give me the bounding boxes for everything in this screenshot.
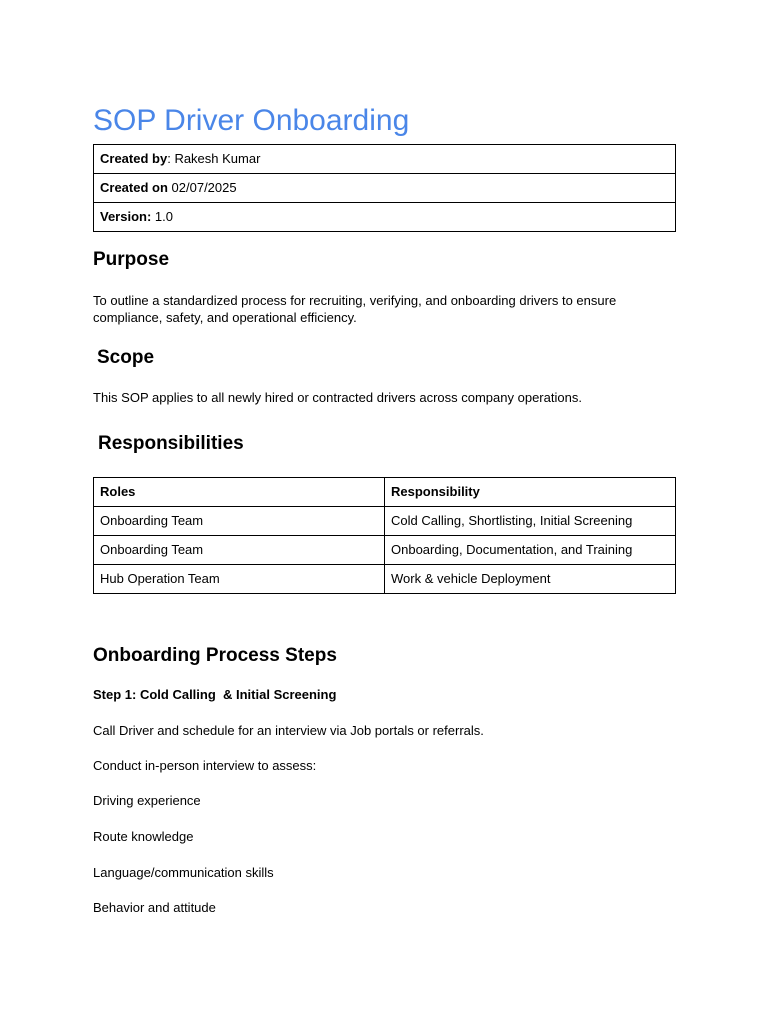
table-header-row xyxy=(94,478,676,507)
scope-text: This SOP applies to all newly hired or contracted drivers across company operations. xyxy=(93,390,582,405)
document-info-table xyxy=(93,144,676,232)
responsibility-cell: Onboarding, Documentation, and Training xyxy=(385,536,676,565)
table-row xyxy=(94,507,676,536)
responsibilities-table xyxy=(93,477,676,594)
responsibilities-heading: Responsibilities xyxy=(98,433,244,454)
process-line: Call Driver and schedule for an interview via Job portals or referrals. xyxy=(93,723,484,738)
process-line: Route knowledge xyxy=(93,829,194,844)
process-line: Conduct in-person interview to assess: xyxy=(93,758,317,773)
role-cell: Onboarding Team xyxy=(94,536,385,565)
scope-heading: Scope xyxy=(97,347,155,368)
created-by-value: Rakesh Kumar xyxy=(174,151,261,166)
created-by-separator: : xyxy=(167,151,175,166)
purpose-text: To outline a standardized process for recruiting, verifying, and onboarding drivers to ensure compliance, safety, and operational efficiency. xyxy=(93,293,617,325)
document-title: SOP Driver Onboarding xyxy=(93,104,410,137)
column-header-responsibility: Responsibility xyxy=(385,478,676,507)
version-value: 1.0 xyxy=(154,209,173,224)
role-cell: Onboarding Team xyxy=(94,507,385,536)
table-row xyxy=(94,536,676,565)
created-on-value: 02/07/2025 xyxy=(171,180,237,195)
purpose-heading: Purpose xyxy=(93,249,170,270)
table-row xyxy=(94,565,676,594)
process-line: Behavior and attitude xyxy=(93,900,216,915)
responsibility-cell: Cold Calling, Shortlisting, Initial Screening xyxy=(385,507,676,536)
version-label: Version: xyxy=(100,209,152,224)
process-heading: Onboarding Process Steps xyxy=(93,645,337,666)
responsibility-cell: Work & vehicle Deployment xyxy=(385,565,676,594)
process-line: Driving experience xyxy=(93,793,201,808)
process-line: Language/communication skills xyxy=(93,865,274,880)
info-row-created-by xyxy=(94,145,676,174)
created-by-label: Created by xyxy=(100,151,168,166)
created-on-label: Created on xyxy=(100,180,168,195)
column-header-roles: Roles xyxy=(94,478,385,507)
role-cell: Hub Operation Team xyxy=(94,565,385,594)
info-row-version xyxy=(94,203,676,232)
step-1-heading: Step 1: Cold Calling & Initial Screening xyxy=(93,687,337,702)
info-row-created-on xyxy=(94,174,676,203)
